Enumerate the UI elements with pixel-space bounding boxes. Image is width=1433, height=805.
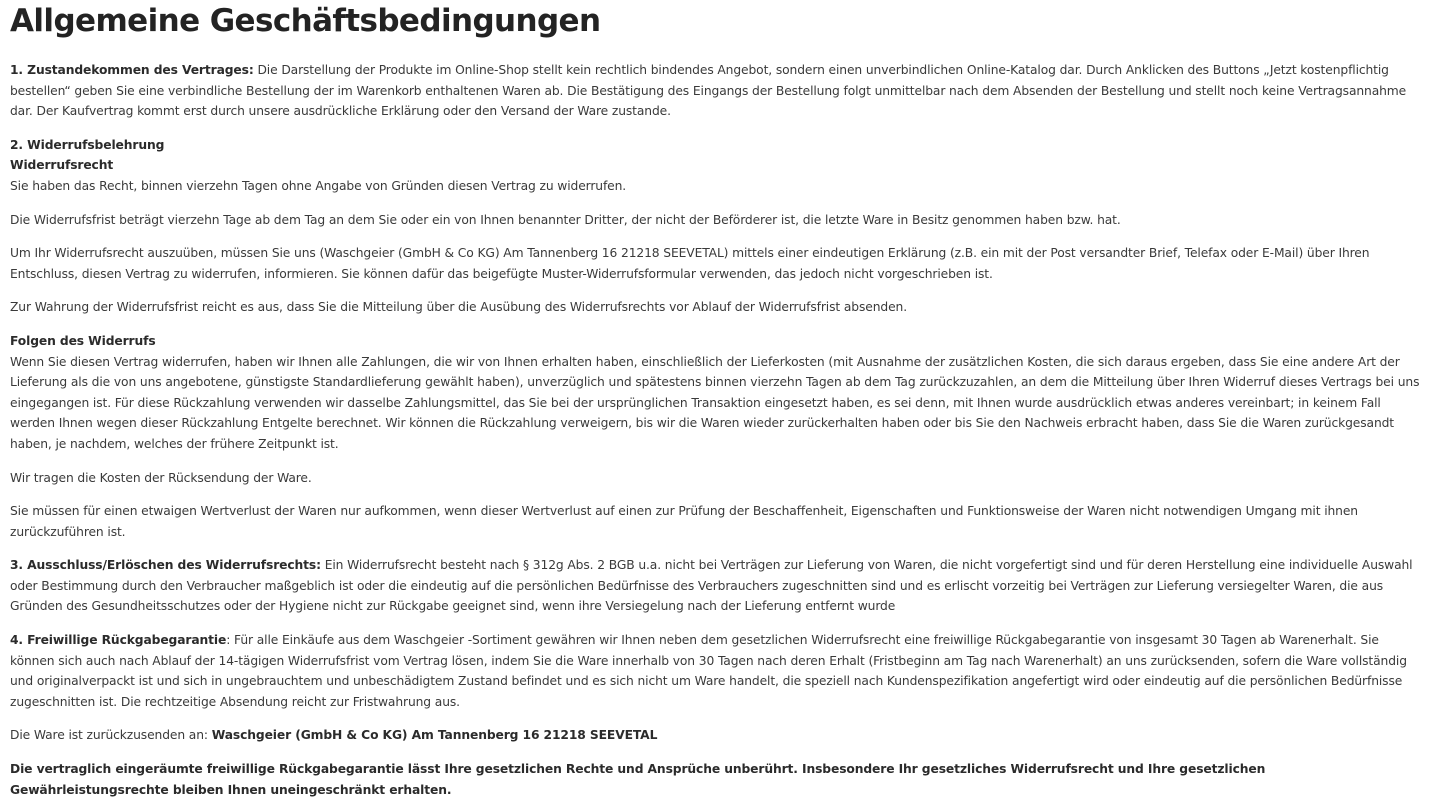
section-2-intro [10,135,1426,197]
section-4-text: : Für alle Einkäufe aus dem Waschgeier -Sortiment gewähren wir Ihnen neben dem gesetzlichen Widerrufsrecht eine freiwillige Rückgabegarantie von insgesamt 30 Tagen ab Warenerhalt. Sie können sich auch nach Ablauf der 14-tägigen Widerrufsfrist vom Vertrag lösen, indem Sie die Ware innerhalb von 30 Tagen nach deren Erhalt (Fristbeginn am Tag nach Warenerhalt) an uns zurücksenden, sofern die Ware vollständig und originalverpackt ist und sich in ungebrauchtem und unbeschädigtem Zustand befindet und es sich nicht um Ware handelt, die speziell nach Kundenspezifikation angefertigt wird oder eindeutig auf die persönlichen Bedürfnisse zugeschnitten ist. Die rechtzeitige Absendung reicht zur Fristwahrung aus. [10,633,1407,709]
section-2-paragraph-3: Um Ihr Widerrufsrecht auszuüben, müssen Sie uns (Waschgeier (GmbH & Co KG) Am Tannenberg 16 21218 SEEVETAL) mittels einer eindeutigen Erklärung (z.B. ein mit der Post versandter Brief, Telefax oder E-Mail) über Ihren Entschluss, diesen Vertrag zu widerrufen, informieren. Sie können dafür das beigefügte Muster-Widerrufsformular verwenden, das jedoch nicht vorgeschrieben ist. [10,246,1370,281]
closing-text: Die vertraglich eingeräumte freiwillige Rückgabegarantie lässt Ihre gesetzlichen Rechte und Ansprüche unberührt. Insbesondere Ihr gesetzliches Widerrufsrecht und Ihre gesetzlichen Gewährleistungsrechte bleiben Ihnen uneingeschränkt erhalten. [10,762,1266,797]
return-label: Die Ware ist zurückzusenden an: [10,728,212,743]
terms-body [10,60,1426,800]
closing-statement [10,759,1426,800]
section-3-heading: 3. Ausschluss/Erlöschen des Widerrufsrechts: [10,558,321,573]
return-address-line [10,725,1426,746]
section-2-heading: 2. Widerrufsbelehrung [10,137,165,152]
section-2-paragraph-7: Sie müssen für einen etwaigen Wertverlust der Waren nur aufkommen, wenn dieser Wertverlust auf einen zur Prüfung der Beschaffenheit, Eigenschaften und Funktionsweise der Waren nicht notwendigen Umgang mit ihnen zurückzuführen ist. [10,504,1358,539]
section-1-heading: 1. Zustandekommen des Vertrages: [10,63,254,77]
page-title: Allgemeine Geschäftsbedingungen [10,3,601,39]
section-2-paragraph-4: Zur Wahrung der Widerrufsfrist reicht es aus, dass Sie die Mitteilung über die Ausübung des Widerrufsrechts vor Ablauf der Widerrufsfrist absenden. [10,300,907,315]
section-2-consequences [10,331,1426,455]
section-3-text: Ein Widerrufsrecht besteht nach § 312g Abs. 2 BGB u.a. nicht bei Verträgen zur Lieferung von Waren, die nicht vorgefertigt sind und für deren Herstellung eine individuelle Auswahl oder Bestimmung durch den Verbraucher maßgeblich ist oder die eindeutig auf die persönlichen Bedürfnisse des Verbrauchers zugeschnitten sind und es erlischt vorzeitig bei Verträgen zur Lieferung versiegelter Waren, die aus Gründen des Gesundheitsschutzes oder der Hygiene nicht zur Rückgabe geeignet sind, wenn ihre Versiegelung nach der Lieferung entfernt wurde [10,558,1413,614]
consequences-heading: Folgen des Widerrufs [10,333,156,348]
section-2-paragraph-5: Wenn Sie diesen Vertrag widerrufen, haben wir Ihnen alle Zahlungen, die wir von Ihnen erhalten haben, einschließlich der Lieferkosten (mit Ausnahme der zusätzlichen Kosten, die sich daraus ergeben, dass Sie eine andere Art der Lieferung als die von uns angebotene, günstigste Standardlieferung gewählt haben), unverzüglich und spätestens binnen vierzehn Tagen ab dem Tag zurückzuzahlen, an dem die Mitteilung über Ihren Widerruf dieses Vertrags bei uns eingegangen ist. Für diese Rückzahlung verwenden wir dasselbe Zahlungsmittel, das Sie bei der ursprünglichen Transaktion eingesetzt haben, es sei denn, mit Ihnen wurde ausdrücklich etwas anderes vereinbart; in keinem Fall werden Ihnen wegen dieser Rückzahlung Entgelte berechnet. Wir können die Rückzahlung verweigern, bis wir die Waren wieder zurückerhalten haben oder bis Sie den Nachweis erbracht haben, dass Sie die Waren zurückgesandt haben, je nachdem, welches der frühere Zeitpunkt ist. [10,354,1420,451]
section-2-paragraph-2: Die Widerrufsfrist beträgt vierzehn Tage ab dem Tag an dem Sie oder ein von Ihnen benannter Dritter, der nicht der Beförderer ist, die letzte Ware in Besitz genommen haben bzw. hat. [10,212,1121,227]
section-4 [10,630,1426,712]
section-2-paragraph-1: Sie haben das Recht, binnen vierzehn Tagen ohne Angabe von Gründen diesen Vertrag zu widerrufen. [10,178,627,193]
section-1 [10,60,1426,122]
section-2-paragraph-6: Wir tragen die Kosten der Rücksendung der Ware. [10,470,312,485]
section-2-subheading: Widerrufsrecht [10,158,114,173]
return-address: Waschgeier (GmbH & Co KG) Am Tannenberg 16 21218 SEEVETAL [211,728,658,743]
section-3 [10,555,1426,617]
section-4-heading: 4. Freiwillige Rückgabegarantie [10,633,227,648]
section-1-text: Die Darstellung der Produkte im Online-Shop stellt kein rechtlich bindendes Angebot, sondern einen unverbindlichen Online-Katalog dar. Durch Anklicken des Buttons „Jetzt kostenpflichtig bestellen“ geben Sie eine verbindliche Bestellung der im Warenkorb enthaltenen Waren ab. Die Bestätigung des Eingangs der Bestellung folgt unmittelbar nach dem Absenden der Bestellung und stellt noch keine Vertragsannahme dar. Der Kaufvertrag kommt erst durch unsere ausdrückliche Erklärung oder den Versand der Ware zustande. [10,63,1407,119]
